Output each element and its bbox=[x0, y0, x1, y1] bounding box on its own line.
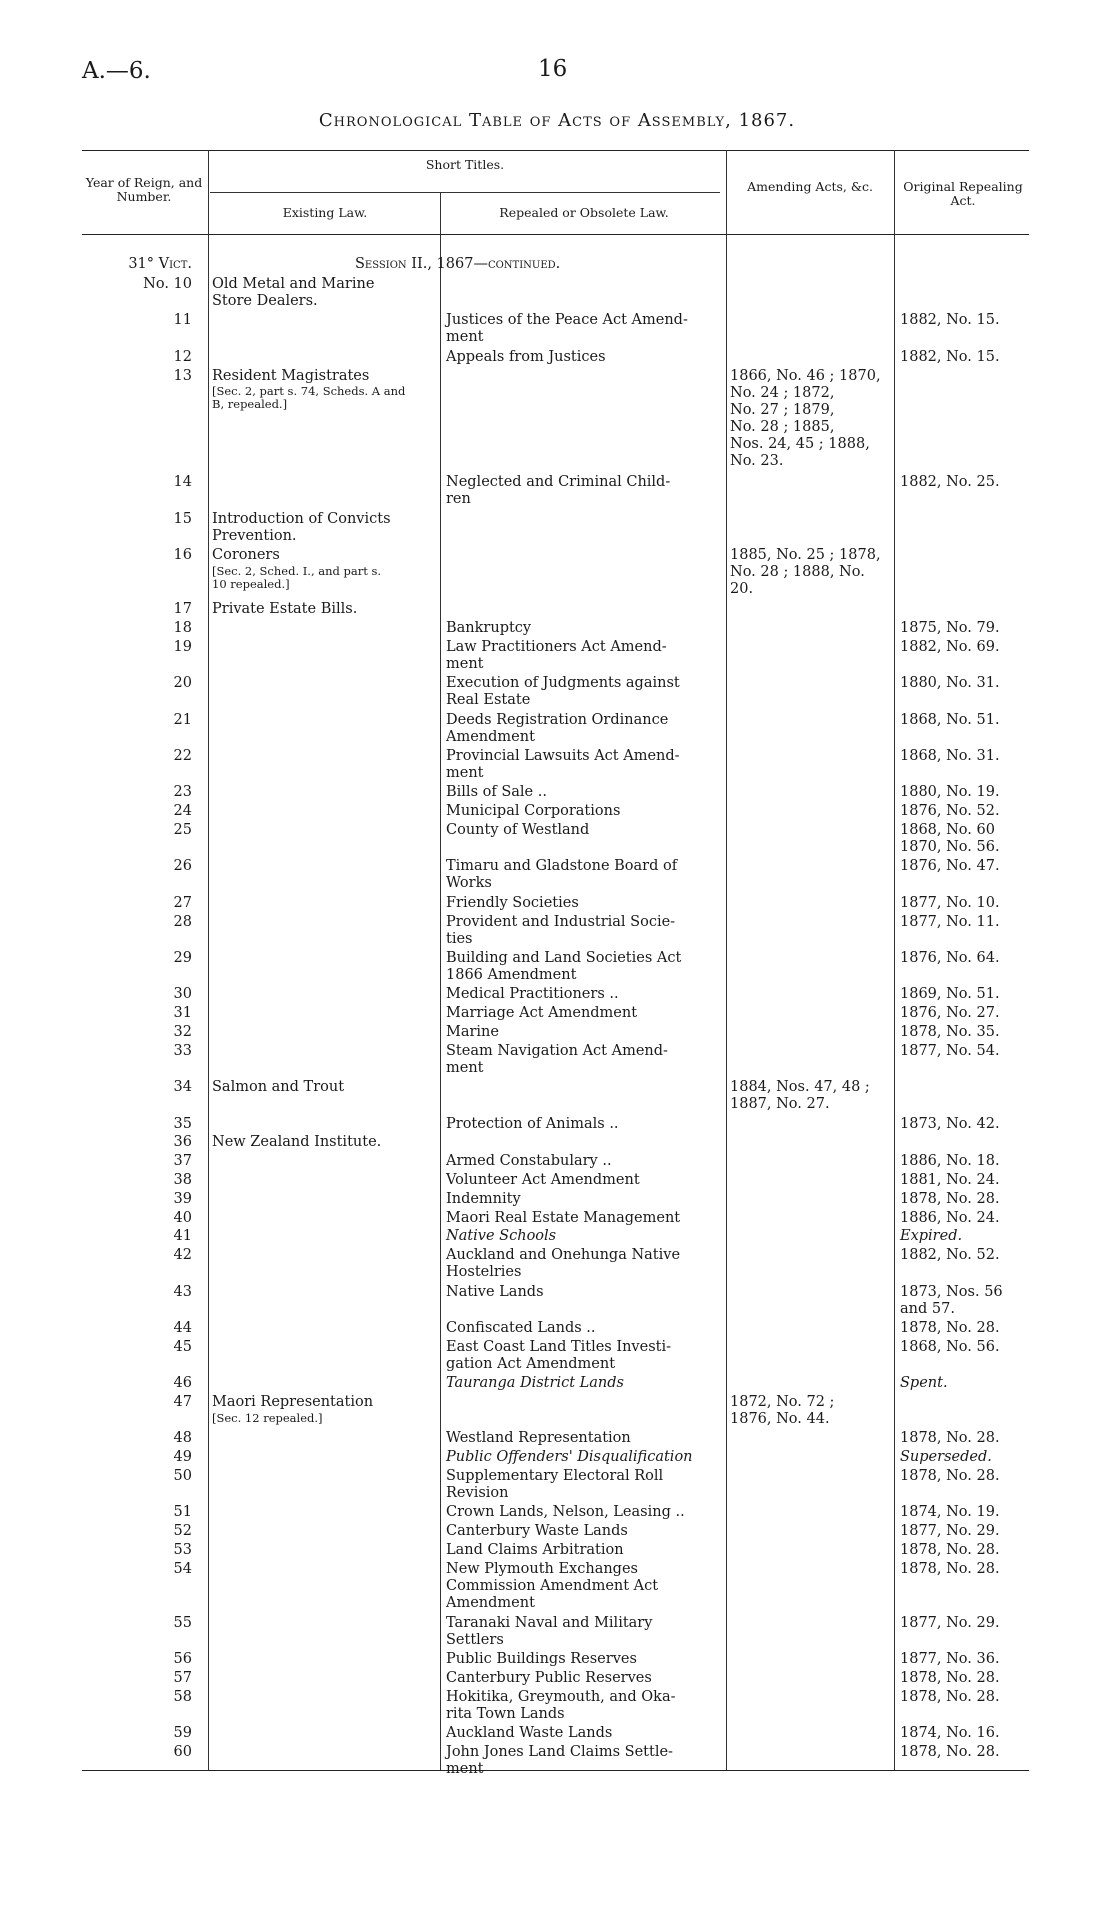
year-number: 15 bbox=[173, 510, 192, 527]
existing-law: Introduction of Convicts Prevention. bbox=[212, 510, 391, 544]
original-repealing-act: 1878, No. 28. bbox=[900, 1320, 1000, 1336]
original-repealing-act: 1877, No. 10. bbox=[900, 894, 1000, 911]
short-titles-rule bbox=[210, 192, 720, 193]
existing-law: Old Metal and Marine Store Dealers. bbox=[212, 276, 375, 309]
repealed-law: Native Schools bbox=[446, 1228, 557, 1245]
original-repealing-act: 1874, No. 19. bbox=[900, 1504, 1000, 1521]
repealed-law: Tauranga District Lands bbox=[446, 1375, 624, 1392]
repealed-law: Timaru and Gladstone Board of Works bbox=[446, 858, 678, 892]
year-number: 47 bbox=[173, 1394, 192, 1410]
page-title: Chronological Table of Acts of Assembly, 1867. bbox=[318, 110, 796, 131]
repealed-law: Protection of Animals .. bbox=[446, 1115, 619, 1132]
original-repealing-act: 1878, No. 28. bbox=[900, 1560, 1000, 1577]
repealed-law: Auckland Waste Lands bbox=[446, 1725, 613, 1742]
original-repealing-act: 1877, No. 36. bbox=[900, 1651, 1000, 1668]
header-year: Year of Reign, and Number. bbox=[85, 175, 203, 204]
year-number: 32 bbox=[173, 1024, 192, 1040]
year-number: 49 bbox=[173, 1449, 192, 1466]
page-number: 16 bbox=[538, 56, 568, 82]
year-number: 46 bbox=[173, 1375, 192, 1392]
repealed-law: Law Practitioners Act Amend- ment bbox=[446, 638, 667, 672]
repealed-law: Steam Navigation Act Amend- ment bbox=[446, 1042, 668, 1076]
year-number: 20 bbox=[173, 675, 192, 692]
repealed-law: Deeds Registration Ordinance Amendment bbox=[446, 711, 669, 745]
original-repealing-act: 1878, No. 28. bbox=[900, 1190, 1000, 1207]
original-repealing-act: 1876, No. 27. bbox=[900, 1005, 1000, 1022]
original-repealing-act: 1882, No. 52. bbox=[900, 1247, 1000, 1264]
session-reign: 31° Vict. bbox=[128, 256, 192, 272]
repealed-law: Friendly Societies bbox=[446, 894, 579, 911]
col-rule-1 bbox=[208, 150, 209, 1770]
year-number: 37 bbox=[173, 1153, 192, 1170]
repealed-law: Westland Representation bbox=[446, 1430, 631, 1447]
header-repealed: Repealed or Obsolete Law. bbox=[499, 205, 669, 220]
year-number: 24 bbox=[173, 803, 192, 820]
year-number: 29 bbox=[173, 950, 192, 966]
amending-acts: 1885, No. 25 ; 1878, No. 28 ; 1888, No. 20. bbox=[730, 547, 881, 598]
year-number: 33 bbox=[173, 1042, 192, 1059]
header-existing: Existing Law. bbox=[282, 205, 368, 220]
existing-law: Private Estate Bills. bbox=[212, 601, 358, 618]
repealed-law: Building and Land Societies Act 1866 Amendment bbox=[446, 950, 682, 983]
year-number: 40 bbox=[173, 1209, 192, 1226]
repealed-law: Medical Practitioners .. bbox=[446, 986, 619, 1003]
year-number: 23 bbox=[173, 784, 192, 801]
original-repealing-act: 1868, No. 51. bbox=[900, 711, 1000, 728]
amending-acts: 1872, No. 72 ; 1876, No. 44. bbox=[730, 1394, 835, 1427]
year-number: 45 bbox=[173, 1338, 192, 1355]
header-bottom-rule bbox=[82, 234, 1029, 235]
original-repealing-act: 1877, No. 11. bbox=[900, 913, 1000, 930]
col-rule-2 bbox=[440, 192, 441, 1770]
original-repealing-act: 1878, No. 28. bbox=[900, 1468, 1000, 1484]
original-repealing-act: 1876, No. 47. bbox=[900, 858, 1000, 875]
original-repealing-act: 1881, No. 24. bbox=[900, 1172, 1000, 1188]
repealed-law: Confiscated Lands .. bbox=[446, 1320, 596, 1336]
year-number: 18 bbox=[173, 620, 192, 636]
year-number: 55 bbox=[173, 1614, 192, 1631]
repealed-law: New Plymouth Exchanges Commission Amendment Act Amendment bbox=[446, 1560, 659, 1611]
year-number: 60 bbox=[173, 1744, 192, 1760]
existing-law-note: [Sec. 12 repealed.] bbox=[212, 1410, 323, 1425]
original-repealing-act: 1878, No. 35. bbox=[900, 1024, 1000, 1040]
amending-acts: 1866, No. 46 ; 1870, No. 24 ; 1872, No. 27 ; 1879, No. 28 ; 1885, Nos. 24, 45 ; 1888, No. 23. bbox=[730, 367, 881, 469]
year-number: 51 bbox=[173, 1504, 192, 1521]
repealed-law: Armed Constabulary .. bbox=[446, 1153, 612, 1170]
repealed-law: Supplementary Electoral Roll Revision bbox=[446, 1468, 664, 1501]
header-original: Original Repealing Act. bbox=[903, 179, 1023, 208]
repealed-law: East Coast Land Titles Investi- gation Act Amendment bbox=[446, 1338, 672, 1372]
year-number: 25 bbox=[173, 822, 192, 838]
repealed-law: Auckland and Onehunga Native Hostelries bbox=[446, 1247, 681, 1281]
repealed-law: Canterbury Public Reserves bbox=[446, 1670, 652, 1686]
repealed-law: Volunteer Act Amendment bbox=[446, 1172, 640, 1188]
year-number: 59 bbox=[173, 1725, 192, 1742]
year-number: 35 bbox=[173, 1115, 192, 1132]
original-repealing-act: 1873, Nos. 56 and 57. bbox=[900, 1283, 1003, 1317]
repealed-law: County of Westland bbox=[446, 822, 590, 838]
original-repealing-act: 1886, No. 24. bbox=[900, 1209, 1000, 1226]
repealed-law: Maori Real Estate Management bbox=[446, 1209, 681, 1226]
amending-acts: 1884, Nos. 47, 48 ; 1887, No. 27. bbox=[730, 1079, 870, 1113]
repealed-law: Crown Lands, Nelson, Leasing .. bbox=[446, 1504, 685, 1521]
year-number: 54 bbox=[173, 1560, 192, 1577]
repealed-law: Provincial Lawsuits Act Amend- ment bbox=[446, 748, 680, 781]
year-number: 48 bbox=[173, 1430, 192, 1447]
repealed-law: Canterbury Waste Lands bbox=[446, 1523, 628, 1540]
original-repealing-act: 1877, No. 29. bbox=[900, 1614, 1000, 1631]
year-number: 41 bbox=[173, 1228, 192, 1245]
year-number: 27 bbox=[173, 894, 192, 911]
year-number: 58 bbox=[173, 1688, 192, 1705]
existing-law: Resident Magistrates bbox=[212, 367, 370, 384]
original-repealing-act: Expired. bbox=[900, 1228, 963, 1245]
original-repealing-act: 1877, No. 29. bbox=[900, 1523, 1000, 1540]
header-amending: Amending Acts, &c. bbox=[747, 179, 873, 194]
year-number: 22 bbox=[173, 748, 192, 764]
year-number: 50 bbox=[173, 1468, 192, 1484]
original-repealing-act: 1882, No. 15. bbox=[900, 312, 1000, 329]
repealed-law: Appeals from Justices bbox=[446, 348, 606, 365]
repealed-law: Indemnity bbox=[446, 1190, 521, 1207]
repealed-law: Bankruptcy bbox=[446, 620, 532, 636]
year-number: No. 10 bbox=[143, 276, 192, 292]
original-repealing-act: 1868, No. 56. bbox=[900, 1338, 1000, 1355]
original-repealing-act: 1878, No. 28. bbox=[900, 1430, 1000, 1447]
original-repealing-act: 1873, No. 42. bbox=[900, 1115, 1000, 1132]
year-number: 13 bbox=[173, 367, 192, 384]
existing-law-note: [Sec. 2, Sched. I., and part s. 10 repealed.] bbox=[212, 563, 382, 591]
repealed-law: Marine bbox=[446, 1024, 499, 1040]
original-repealing-act: 1882, No. 25. bbox=[900, 474, 1000, 491]
repealed-law: John Jones Land Claims Settle- ment bbox=[446, 1744, 673, 1777]
col-rule-4 bbox=[894, 150, 895, 1770]
repealed-law: Hokitika, Greymouth, and Oka- rita Town Lands bbox=[446, 1688, 676, 1722]
year-number: 11 bbox=[173, 312, 192, 329]
original-repealing-act: 1878, No. 28. bbox=[900, 1670, 1000, 1686]
repealed-law: Marriage Act Amendment bbox=[446, 1005, 638, 1022]
repealed-law: Taranaki Naval and Military Settlers bbox=[446, 1614, 653, 1648]
year-number: 36 bbox=[173, 1134, 192, 1151]
year-number: 38 bbox=[173, 1172, 192, 1188]
year-number: 42 bbox=[173, 1247, 192, 1264]
repealed-law: Native Lands bbox=[446, 1283, 544, 1300]
repealed-law: Land Claims Arbitration bbox=[446, 1542, 624, 1558]
year-number: 57 bbox=[173, 1670, 192, 1686]
repealed-law: Neglected and Criminal Child- ren bbox=[446, 474, 671, 508]
year-number: 30 bbox=[173, 986, 192, 1003]
original-repealing-act: 1886, No. 18. bbox=[900, 1153, 1000, 1170]
year-number: 44 bbox=[173, 1320, 192, 1336]
original-repealing-act: 1876, No. 64. bbox=[900, 950, 1000, 966]
year-number: 16 bbox=[173, 547, 192, 564]
original-repealing-act: 1878, No. 28. bbox=[900, 1744, 1000, 1760]
col-rule-3 bbox=[726, 150, 727, 1770]
repealed-law: Bills of Sale .. bbox=[446, 784, 547, 801]
original-repealing-act: 1880, No. 19. bbox=[900, 784, 1000, 801]
original-repealing-act: 1878, No. 28. bbox=[900, 1688, 1000, 1705]
year-number: 43 bbox=[173, 1283, 192, 1300]
original-repealing-act: 1875, No. 79. bbox=[900, 620, 1000, 636]
original-repealing-act: Superseded. bbox=[900, 1449, 992, 1466]
year-number: 34 bbox=[173, 1079, 192, 1096]
original-repealing-act: 1868, No. 60 1870, No. 56. bbox=[900, 822, 1000, 855]
existing-law: Coroners bbox=[212, 547, 280, 564]
original-repealing-act: 1877, No. 54. bbox=[900, 1042, 1000, 1059]
original-repealing-act: 1876, No. 52. bbox=[900, 803, 1000, 820]
page-ref: A.—6. bbox=[82, 58, 151, 84]
year-number: 53 bbox=[173, 1542, 192, 1558]
original-repealing-act: 1869, No. 51. bbox=[900, 986, 1000, 1003]
year-number: 26 bbox=[173, 858, 192, 875]
header-top-rule bbox=[82, 150, 1029, 151]
year-number: 56 bbox=[173, 1651, 192, 1668]
original-repealing-act: 1882, No. 69. bbox=[900, 638, 1000, 655]
repealed-law: Municipal Corporations bbox=[446, 803, 621, 820]
year-number: 12 bbox=[173, 348, 192, 365]
repealed-law: Justices of the Peace Act Amend- ment bbox=[446, 312, 688, 346]
repealed-law: Execution of Judgments against Real Estate bbox=[446, 675, 680, 709]
existing-law: Salmon and Trout bbox=[212, 1079, 345, 1096]
original-repealing-act: 1868, No. 31. bbox=[900, 748, 1000, 764]
repealed-law: Public Buildings Reserves bbox=[446, 1651, 637, 1668]
existing-law-note: [Sec. 2, part s. 74, Scheds. A and B, repealed.] bbox=[212, 384, 406, 412]
year-number: 19 bbox=[173, 638, 192, 655]
original-repealing-act: 1882, No. 15. bbox=[900, 348, 1000, 365]
year-number: 21 bbox=[173, 711, 192, 728]
existing-law: Maori Representation bbox=[212, 1394, 374, 1410]
year-number: 28 bbox=[173, 913, 192, 930]
year-number: 39 bbox=[173, 1190, 192, 1207]
repealed-law: Public Offenders' Disqualification bbox=[446, 1449, 693, 1466]
session-label: Session II., 1867—continued. bbox=[355, 256, 561, 272]
year-number: 31 bbox=[173, 1005, 192, 1022]
year-number: 52 bbox=[173, 1523, 192, 1540]
year-number: 14 bbox=[173, 474, 192, 491]
repealed-law: Provident and Industrial Socie- ties bbox=[446, 913, 676, 947]
original-repealing-act: Spent. bbox=[900, 1375, 948, 1392]
existing-law: New Zealand Institute. bbox=[212, 1134, 382, 1151]
original-repealing-act: 1878, No. 28. bbox=[900, 1542, 1000, 1558]
original-repealing-act: 1880, No. 31. bbox=[900, 675, 1000, 692]
original-repealing-act: 1874, No. 16. bbox=[900, 1725, 1000, 1742]
year-number: 17 bbox=[173, 601, 192, 618]
header-short-titles: Short Titles. bbox=[425, 157, 505, 172]
